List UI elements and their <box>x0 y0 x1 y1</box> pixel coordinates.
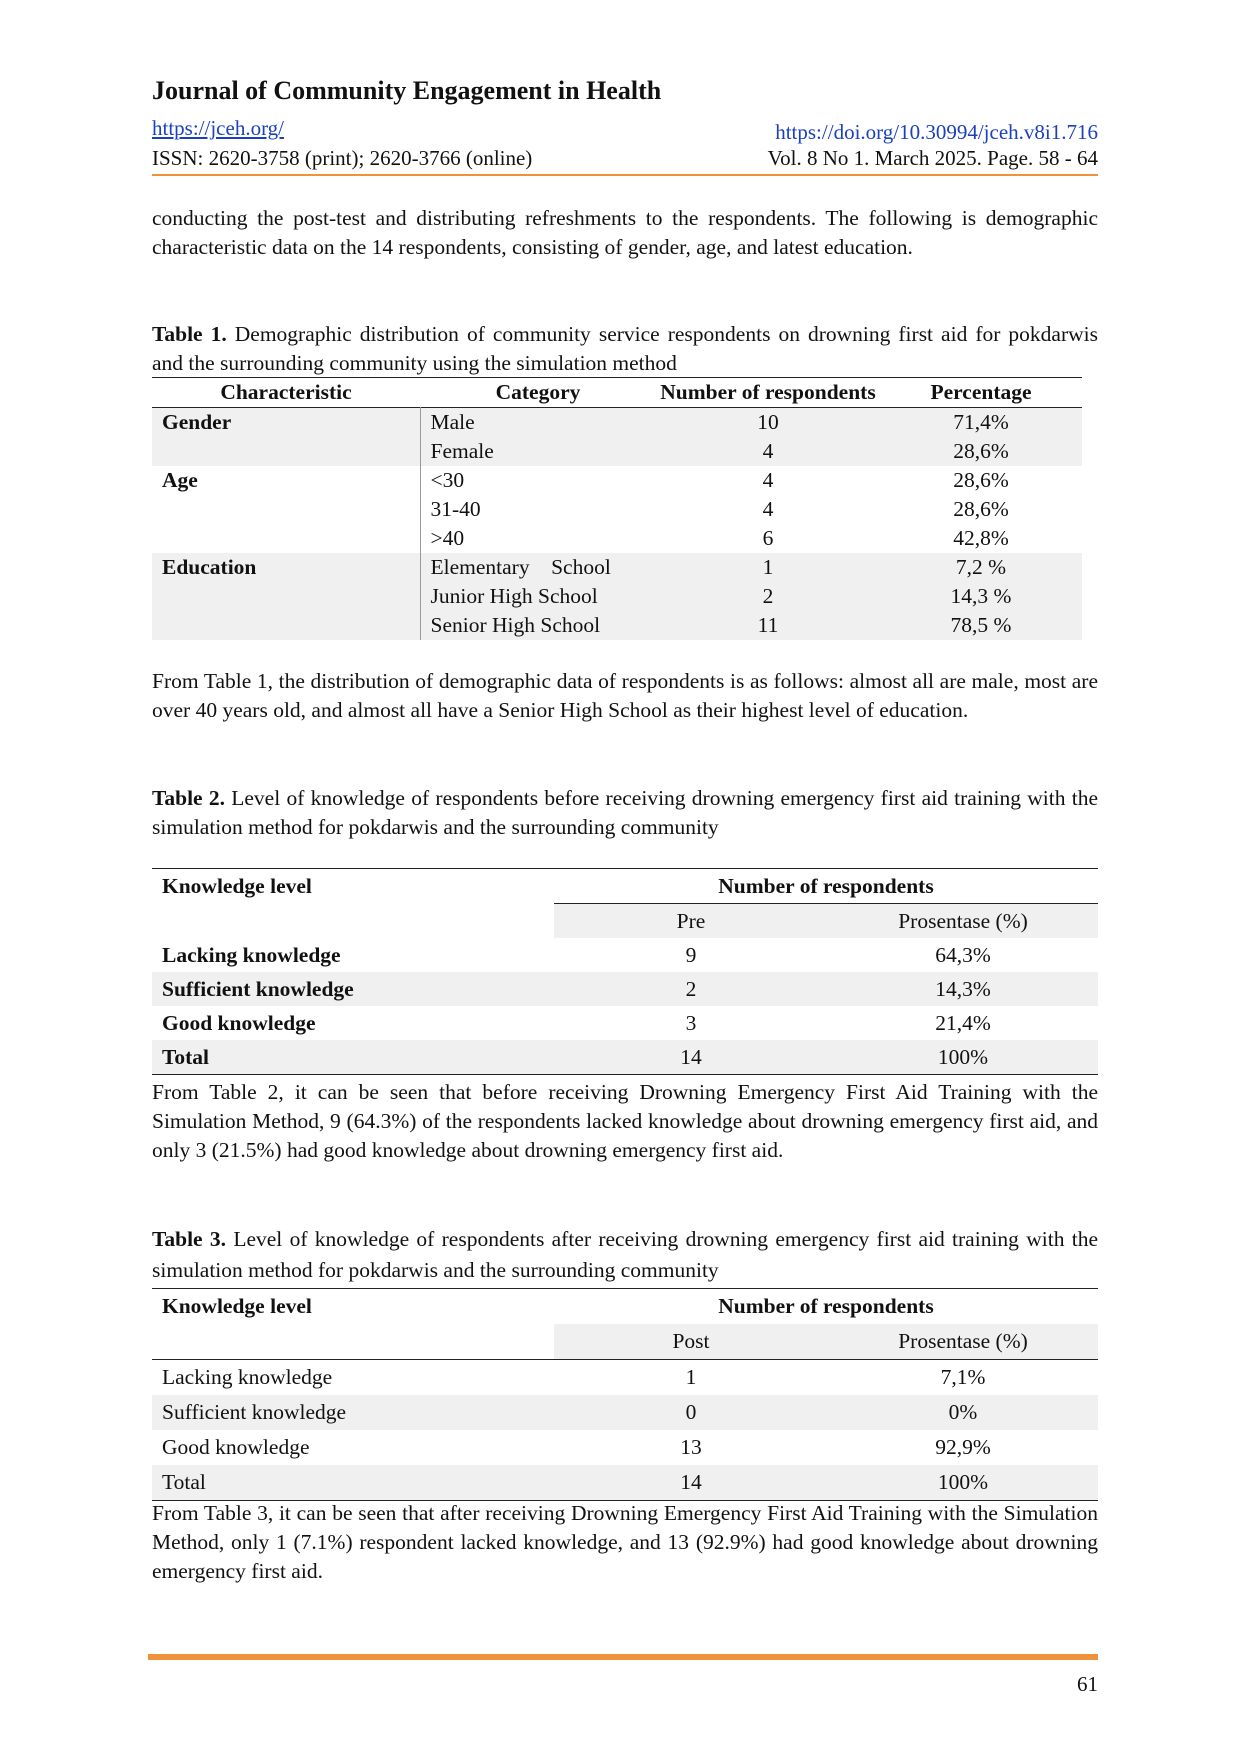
table2-cell: Sufficient knowledge <box>162 976 354 1001</box>
table1-cell: 78,5 % <box>950 613 1012 637</box>
table1-group-age: Age <box>162 468 198 492</box>
table-row <box>152 972 1098 1006</box>
table1-cell: 11 <box>757 613 779 637</box>
table1-header-characteristic: Characteristic <box>220 380 352 404</box>
table2-cell: Lacking knowledge <box>162 942 341 967</box>
table2-cell: 14 <box>680 1044 702 1069</box>
doi-link[interactable]: https://doi.org/10.30994/jceh.v8i1.716 <box>775 120 1098 144</box>
volume-text: Vol. 8 No 1. March 2025. Page. 58 - 64 <box>767 146 1098 170</box>
page-number: 61 <box>1077 1672 1098 1696</box>
header-rule <box>152 174 1098 176</box>
table1-cell: 4 <box>762 439 774 463</box>
table2-cell: 2 <box>685 976 697 1001</box>
table3-cell: Total <box>162 1470 206 1494</box>
table2-caption-text: Level of knowledge of respondents before receiving drowning emergency first aid training with the simulation method for pokdarwis and the surrounding community <box>152 786 1098 839</box>
table1-cell: 42,8% <box>953 526 1009 550</box>
table2 <box>152 868 1098 1075</box>
journal-site-link[interactable]: https://jceh.org/ <box>152 116 285 140</box>
table1-cell: 28,6% <box>953 439 1009 463</box>
table1-cell: 6 <box>762 526 774 550</box>
table3-subheader-post: Post <box>554 1324 828 1360</box>
table1-cell: 10 <box>757 410 779 434</box>
table1-cell: Elementary School <box>420 553 656 582</box>
intro-paragraph: conducting the post-test and distributing refreshments to the respondents. The following is demographic characteristic data on the 14 respondents, consisting of gender, age, and latest education. <box>152 206 1098 259</box>
table3-cell: 7,1% <box>940 1365 986 1389</box>
table1-cell: 4 <box>762 468 774 492</box>
table1-cell: 31-40 <box>420 495 656 524</box>
table1-cell: 7,2 % <box>955 555 1007 579</box>
table-row <box>152 1395 1098 1430</box>
table3-label: Table 3. <box>152 1227 227 1251</box>
table2-cell: 100% <box>937 1044 989 1069</box>
table3-cell: Good knowledge <box>162 1435 310 1459</box>
table-row <box>152 1006 1098 1040</box>
table-row <box>152 938 1098 972</box>
table-row <box>152 1360 1098 1396</box>
table2-subheader-pre: Pre <box>554 904 828 939</box>
table3-cell: 0% <box>948 1400 978 1424</box>
table3-caption <box>152 1224 1098 1286</box>
table2-subheader-percent: Prosentase (%) <box>828 904 1098 939</box>
table1-cell: Male <box>420 408 656 438</box>
table2-label: Table 2. <box>152 786 225 810</box>
table1-cell: 4 <box>762 497 774 521</box>
table2-cell: 9 <box>685 942 697 967</box>
footer-rule <box>148 1654 1098 1660</box>
table-row <box>152 408 1082 438</box>
table-row <box>152 1040 1098 1075</box>
table1-cell: 2 <box>762 584 774 608</box>
table2-header-knowledge: Knowledge level <box>162 873 312 898</box>
table2-cell: Total <box>162 1044 209 1069</box>
table3-header-knowledge: Knowledge level <box>162 1294 312 1318</box>
table2-cell: 14,3% <box>935 976 991 1001</box>
table1-group-gender: Gender <box>162 410 232 434</box>
paragraph-after-table3: From Table 3, it can be seen that after receiving Drowning Emergency First Aid Training with the Simulation Method, only 1 (7.1%) respondent lacked knowledge, and 13 (92.9%) had good knowledge about drowning emergency first aid. <box>152 1501 1098 1583</box>
table3-cell: 1 <box>685 1365 697 1389</box>
table3-cell: 92,9% <box>935 1435 991 1459</box>
issn-text: ISSN: 2620-3758 (print); 2620-3766 (online) <box>152 146 533 170</box>
table-row <box>152 1465 1098 1501</box>
table-row <box>152 553 1082 582</box>
table3-cell: 13 <box>680 1435 702 1459</box>
table1-cell: >40 <box>420 524 656 553</box>
table1 <box>152 377 1082 640</box>
table1-header-count: Number of respondents <box>660 380 876 404</box>
table-row <box>152 1430 1098 1465</box>
table3-cell: 14 <box>680 1470 702 1494</box>
table1-header-category: Category <box>495 380 581 404</box>
table1-cell: 71,4% <box>953 410 1009 434</box>
table-row <box>152 466 1082 495</box>
table1-cell: Female <box>420 437 656 466</box>
table3-subheader-percent: Prosentase (%) <box>828 1324 1098 1360</box>
table3-cell: Lacking knowledge <box>162 1365 333 1389</box>
table2-cell: Good knowledge <box>162 1010 316 1035</box>
paragraph-after-table2: From Table 2, it can be seen that before receiving Drowning Emergency First Aid Training with the Simulation Method, 9 (64.3%) of the respondents lacked knowledge about drowning emergency first aid, and only 3 (21.5%) had good knowledge about drowning emergency first aid. <box>152 1080 1098 1162</box>
table1-cell: 14,3 % <box>950 584 1012 608</box>
table1-caption <box>152 320 1098 378</box>
journal-title: Journal of Community Engagement in Health <box>152 76 662 105</box>
table2-cell: 21,4% <box>935 1010 991 1035</box>
table1-cell: <30 <box>420 466 656 495</box>
table1-header-percentage: Percentage <box>930 380 1032 404</box>
table1-label: Table 1. <box>152 322 227 346</box>
table3-cell: Sufficient knowledge <box>162 1400 347 1424</box>
table3-header-number: Number of respondents <box>718 1294 934 1318</box>
table1-cell: 1 <box>762 555 774 579</box>
table3 <box>152 1288 1098 1501</box>
table3-cell: 100% <box>937 1470 989 1494</box>
table2-caption <box>152 784 1098 842</box>
table1-group-education: Education <box>162 555 257 579</box>
table2-cell: 3 <box>685 1010 697 1035</box>
paragraph-after-table1: From Table 1, the distribution of demographic data of respondents is as follows: almost all are male, most are over 40 years old, and almost all have a Senior High School as their highest level of education. <box>152 669 1098 722</box>
table1-cell: Junior High School <box>420 582 656 611</box>
table1-caption-text: Demographic distribution of community service respondents on drowning first aid for pokdarwis and the surrounding community using the simulation method <box>152 322 1098 375</box>
table3-caption-text: Level of knowledge of respondents after receiving drowning emergency first aid training with the simulation method for pokdarwis and the surrounding community <box>152 1227 1099 1282</box>
table1-cell: 28,6% <box>953 468 1009 492</box>
table1-cell: 28,6% <box>953 497 1009 521</box>
table1-cell: Senior High School <box>420 611 656 640</box>
table3-cell: 0 <box>685 1400 697 1424</box>
table2-cell: 64,3% <box>935 942 991 967</box>
table2-header-number: Number of respondents <box>554 869 1098 904</box>
